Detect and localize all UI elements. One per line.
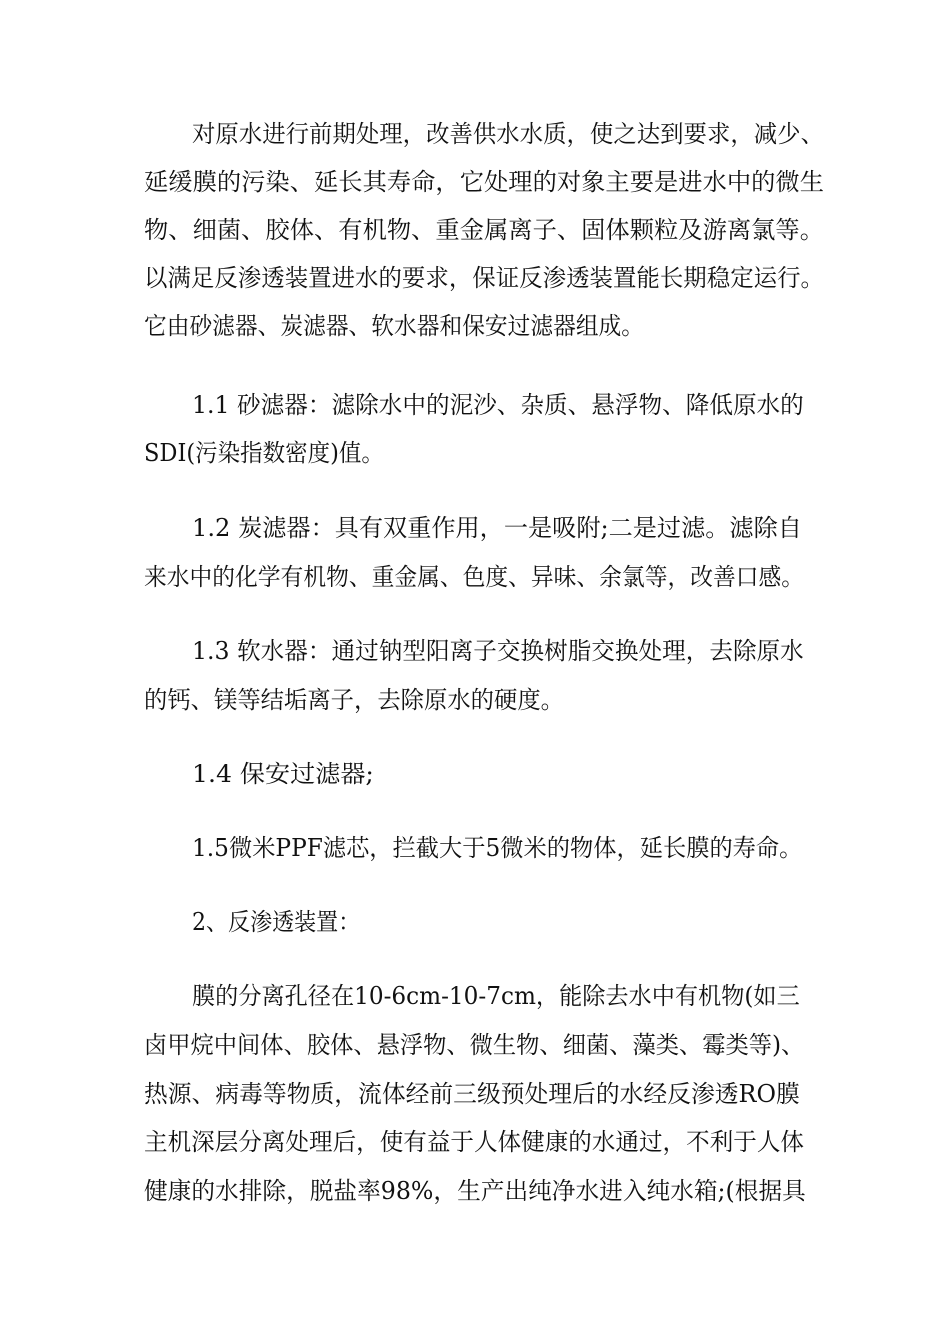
paragraph-ro-description-line-3: 热源、病毒等物质，流体经前三级预处理后的水经反渗透RO膜 <box>144 1080 800 1108</box>
paragraph-ro-description-line-5: 健康的水排除，脱盐率98%，生产出纯净水进入纯水箱;(根据具 <box>144 1177 806 1205</box>
paragraph-pretreatment-intro-line-4: 以满足反渗透装置进水的要求，保证反渗透装置能长期稳定运行。 <box>144 264 824 292</box>
paragraph-ro-description-line-2: 卤甲烷中间体、胶体、悬浮物、微生物、细菌、藻类、霉类等)、 <box>144 1031 805 1059</box>
paragraph-security-filter-line-1: 1.4 保安过滤器; <box>192 760 374 788</box>
paragraph-carbon-filter-line-1: 1.2 炭滤器：具有双重作用，一是吸附;二是过滤。滤除自 <box>192 514 802 542</box>
paragraph-ro-heading-line-1: 2、反渗透装置： <box>192 908 361 936</box>
paragraph-sand-filter-line-2: SDI(污染指数密度)值。 <box>144 439 384 467</box>
paragraph-water-softener-line-2: 的钙、镁等结垢离子，去除原水的硬度。 <box>144 686 564 714</box>
paragraph-ppf-cartridge-line-1: 1.5微米PPF滤芯，拦截大于5微米的物体，延长膜的寿命。 <box>192 834 803 862</box>
paragraph-pretreatment-intro-line-5: 它由砂滤器、炭滤器、软水器和保安过滤器组成。 <box>144 312 645 340</box>
paragraph-ro-description-line-4: 主机深层分离处理后，使有益于人体健康的水通过，不利于人体 <box>144 1128 804 1156</box>
paragraph-pretreatment-intro-line-2: 延缓膜的污染、延长其寿命，它处理的对象主要是进水中的微生 <box>144 168 824 196</box>
paragraph-pretreatment-intro-line-3: 物、细菌、胶体、有机物、重金属离子、固体颗粒及游离氯等。 <box>144 216 824 244</box>
paragraph-ro-description-line-1: 膜的分离孔径在10-6cm-10-7cm，能除去水中有机物(如三 <box>192 982 800 1010</box>
paragraph-sand-filter-line-1: 1.1 砂滤器：滤除水中的泥沙、杂质、悬浮物、降低原水的 <box>192 391 804 419</box>
paragraph-carbon-filter-line-2: 来水中的化学有机物、重金属、色度、异味、余氯等，改善口感。 <box>144 563 805 591</box>
paragraph-pretreatment-intro-line-1: 对原水进行前期处理，改善供水水质，使之达到要求，减少、 <box>192 120 824 148</box>
paragraph-water-softener-line-1: 1.3 软水器：通过钠型阳离子交换树脂交换处理，去除原水 <box>192 637 804 665</box>
